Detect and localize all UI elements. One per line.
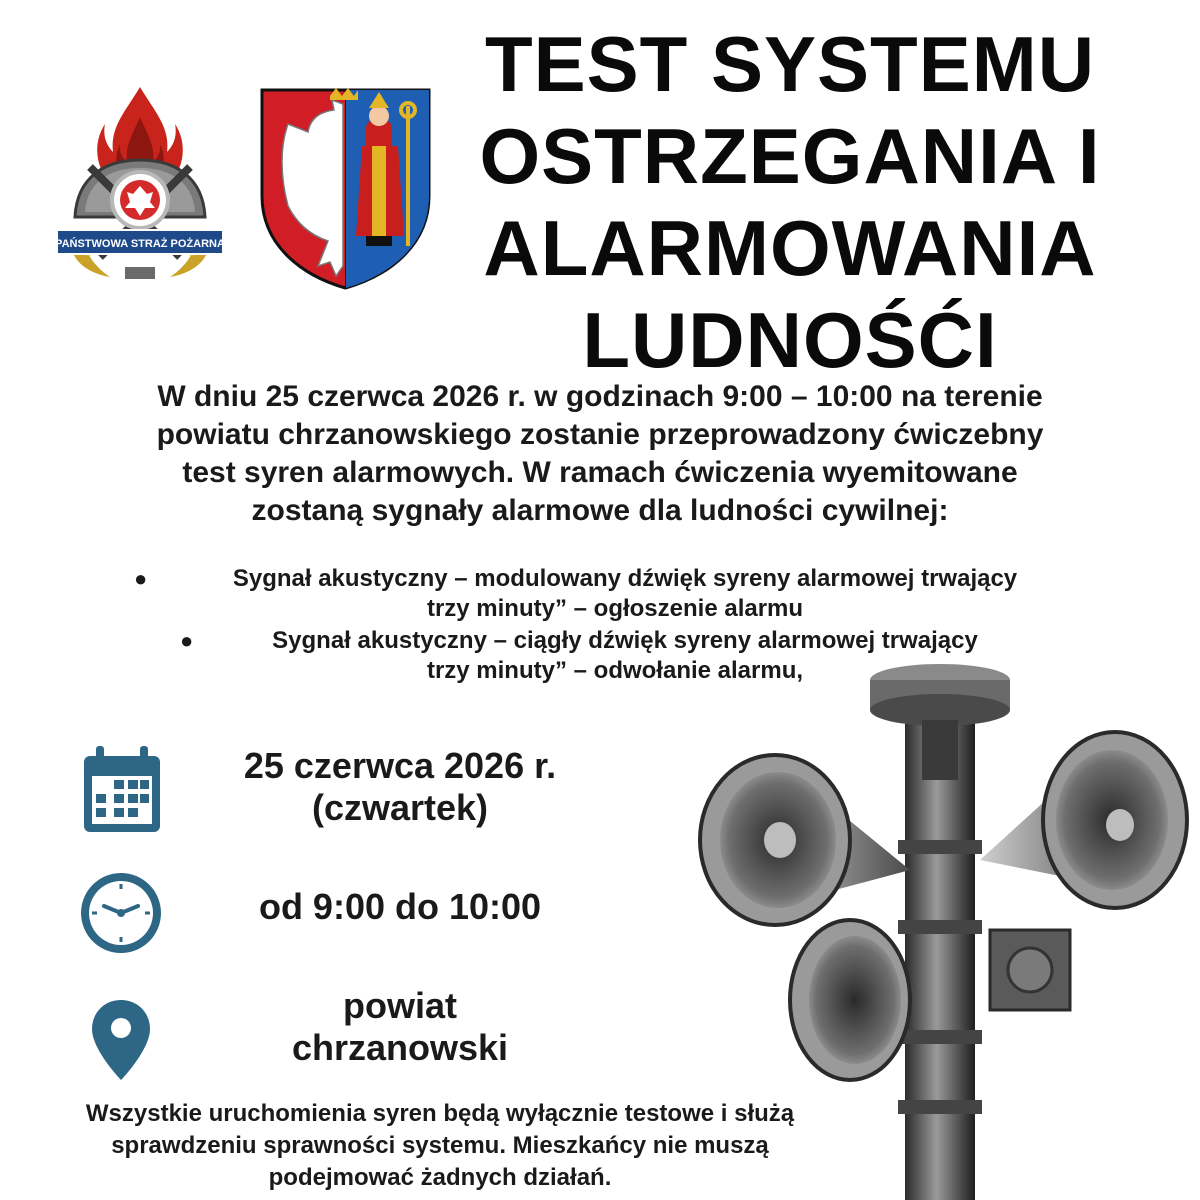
psp-band-text: PAŃSTWOWA STRAŻ POŻARNA	[55, 238, 225, 250]
event-date	[190, 745, 610, 829]
event-time: od 9:00 do 10:00	[258, 886, 542, 927]
title-line: ALARMOWANIA	[483, 204, 1097, 292]
bullet-line: trzy minuty” – odwołanie alarmu,	[426, 657, 804, 684]
coat-of-arms-logo	[258, 86, 433, 291]
intro-line: powiatu chrzanowskiego zostanie przeprowadzony ćwiczebny	[156, 418, 1044, 451]
intro-line: zostaną sygnały alarmowe dla ludności cywilnej:	[251, 494, 949, 527]
event-date-line: 25 czerwca 2026 r.	[243, 745, 557, 786]
title-line: LUDNOŚĆI	[582, 296, 998, 384]
intro-line: W dniu 25 czerwca 2026 r. w godzinach 9:00 – 10:00 na terenie	[157, 380, 1043, 413]
bullet-line: Sygnał akustyczny – ciągły dźwięk syreny alarmowej trwający	[272, 627, 978, 654]
bullet-line: Sygnał akustyczny – modulowany dźwięk syreny alarmowej trwający	[232, 565, 1018, 592]
page-title	[430, 18, 1150, 386]
event-date-line: (czwartek)	[311, 787, 489, 828]
bullet-line: trzy minuty” – ogłoszenie alarmu	[426, 595, 804, 622]
event-location-line: chrzanowski	[291, 1027, 509, 1068]
calendar-icon	[82, 746, 162, 834]
title-line: TEST SYSTEMU	[484, 20, 1096, 108]
footer-line: podejmować żadnych działań.	[268, 1164, 612, 1191]
psp-logo	[55, 82, 225, 287]
footer-line: sprawdzeniu sprawności systemu. Mieszkańcy nie muszą	[111, 1132, 769, 1159]
bullet-dot: ●	[134, 566, 148, 591]
clock-icon	[78, 870, 164, 956]
intro-paragraph	[40, 378, 1160, 530]
footer-note	[20, 1098, 860, 1194]
event-location	[195, 985, 605, 1069]
intro-line: test syren alarmowych. W ramach ćwiczenia wyemitowane	[182, 456, 1018, 489]
bullet-dot: ●	[180, 628, 194, 653]
footer-line: Wszystkie uruchomienia syren będą wyłącznie testowe i służą	[85, 1100, 795, 1127]
title-line: OSTRZEGANIA I	[479, 112, 1101, 200]
map-pin-icon	[90, 998, 152, 1082]
bullet-item	[120, 564, 1110, 624]
event-location-line: powiat	[343, 985, 457, 1026]
